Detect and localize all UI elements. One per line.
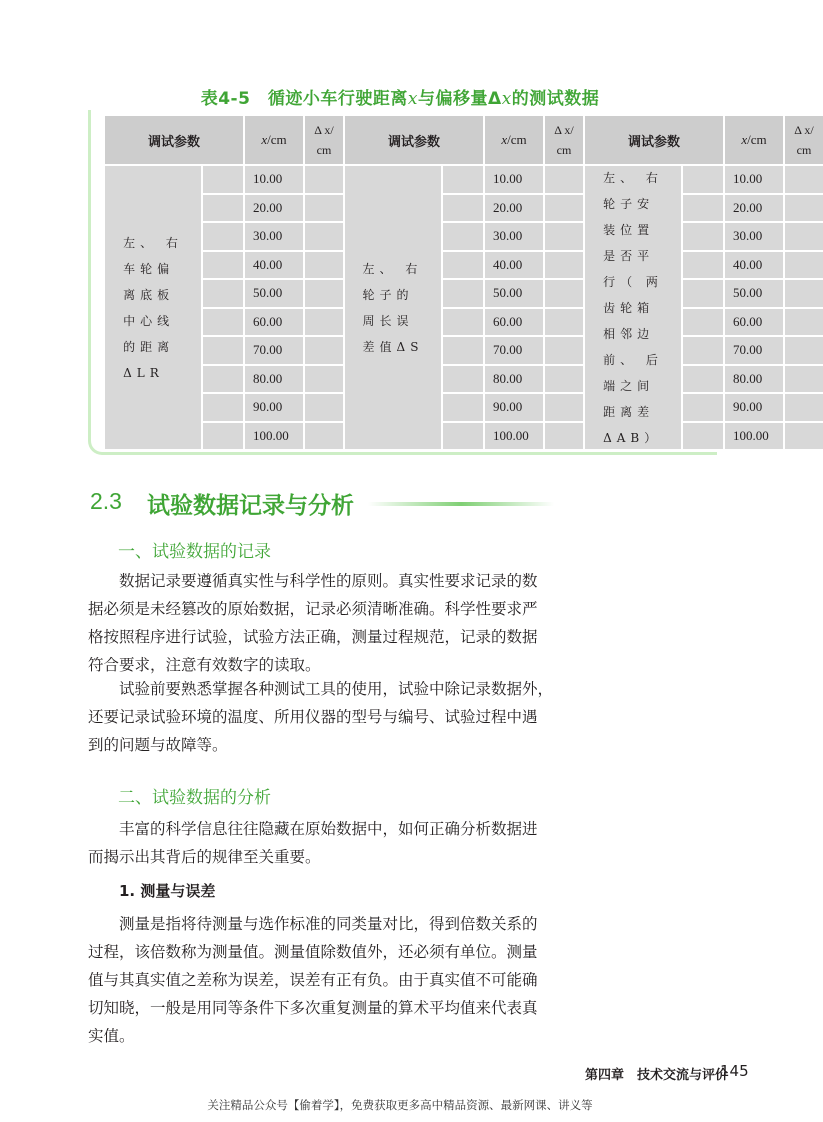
blank-cell xyxy=(203,252,243,279)
text-line: 测量是指将待测量与选作标准的同类量对比，得到倍数关系的 xyxy=(119,915,538,933)
delta-x-empty-cell xyxy=(305,166,343,193)
blank-cell xyxy=(683,394,723,421)
blank-cell xyxy=(443,337,483,364)
x-value: 80.00 xyxy=(253,370,283,386)
header-param-label: 调试参数 xyxy=(627,134,680,150)
header-dx-bottom: cm xyxy=(316,143,332,157)
x-value-cell xyxy=(245,166,303,193)
blank-cell xyxy=(683,309,723,336)
header-x-var: x xyxy=(501,132,508,147)
blank-cell xyxy=(203,309,243,336)
delta-x-empty-cell xyxy=(785,252,823,279)
blank-cell xyxy=(203,337,243,364)
x-value: 50.00 xyxy=(493,285,523,301)
blank-cell xyxy=(443,309,483,336)
subsection-title-record: 一、试验数据的记录 xyxy=(118,542,271,562)
header-dx-top: Δ x/ xyxy=(554,123,574,137)
delta-x-empty-cell xyxy=(545,195,583,222)
text-line: 试验前要熟悉掌握各种测试工具的使用，试验中除记录数据外， xyxy=(119,680,554,698)
param-label-line: ΔAB） xyxy=(603,430,662,445)
x-value: 30.00 xyxy=(493,228,523,244)
text-line: 到的问题与故障等。 xyxy=(88,736,228,754)
blank-cell xyxy=(203,166,243,193)
delta-x-empty-cell xyxy=(305,280,343,307)
caption-var-x: x xyxy=(407,89,419,109)
blank-cell xyxy=(683,166,723,193)
delta-x-empty-cell xyxy=(545,366,583,393)
blank-cell xyxy=(683,223,723,250)
delta-x-empty-cell xyxy=(305,366,343,393)
delta-x-empty-cell xyxy=(305,252,343,279)
param-label-text xyxy=(603,165,663,451)
blank-cell xyxy=(683,280,723,307)
caption-prefix: 表4-5 循迹小车行驶距离 xyxy=(200,89,408,109)
x-value-cell xyxy=(485,423,543,450)
footer-chapter: 第四章 技术交流与评价 xyxy=(585,1068,729,1083)
param-label-2 xyxy=(345,166,441,449)
heading-measurement-error: 1. 测量与误差 xyxy=(119,882,216,900)
text-line: 值与其真实值之差称为误差，误差有正有负。由于真实值不可能确 xyxy=(88,971,538,989)
param-label-text xyxy=(363,256,424,360)
blank-cell xyxy=(443,195,483,222)
blank-cell xyxy=(443,166,483,193)
header-x-cm xyxy=(245,116,303,164)
param-label-line: 行（ 两 xyxy=(603,274,663,289)
param-label-line: 周长误 xyxy=(362,313,414,328)
blank-cell xyxy=(443,223,483,250)
blank-cell xyxy=(683,366,723,393)
delta-x-empty-cell xyxy=(785,280,823,307)
text-line: 符合要求，注意有效数字的读取。 xyxy=(88,656,321,674)
x-value-cell xyxy=(725,252,783,279)
blank-cell xyxy=(203,280,243,307)
param-label-line: 左、 右 xyxy=(123,235,183,250)
x-value: 30.00 xyxy=(733,228,763,244)
footer-notice: 关注精品公众号【偷着学】，免费获取更多高中精品资源、最新网课、讲义等 xyxy=(207,1098,593,1112)
header-x-cm xyxy=(485,116,543,164)
x-value: 10.00 xyxy=(253,171,283,187)
subsection-title-analysis: 二、试验数据的分析 xyxy=(118,788,271,808)
x-value-cell xyxy=(245,309,303,336)
x-value-cell xyxy=(485,337,543,364)
section-title: 试验数据记录与分析 xyxy=(147,493,354,519)
blank-cell xyxy=(203,195,243,222)
header-x-var: x xyxy=(741,132,748,147)
text-line: 实值。 xyxy=(88,1027,135,1045)
delta-x-empty-cell xyxy=(305,309,343,336)
x-value: 60.00 xyxy=(253,313,283,329)
x-value-cell xyxy=(245,366,303,393)
param-label-line: 差值ΔS xyxy=(362,339,424,354)
delta-x-empty-cell xyxy=(785,394,823,421)
delta-x-empty-cell xyxy=(305,337,343,364)
x-value-cell xyxy=(485,394,543,421)
x-value: 10.00 xyxy=(493,171,523,187)
x-value-cell xyxy=(725,423,783,450)
header-param xyxy=(105,116,243,164)
x-value: 70.00 xyxy=(493,342,523,358)
text-line: 切知晓，一般是用同等条件下多次重复测量的算术平均值来代表真 xyxy=(88,999,538,1017)
delta-x-empty-cell xyxy=(305,223,343,250)
text-line: 丰富的科学信息往往隐藏在原始数据中，如何正确分析数据进 xyxy=(119,820,538,838)
x-value: 20.00 xyxy=(493,199,523,215)
param-label-3 xyxy=(585,166,681,449)
x-value-cell xyxy=(485,166,543,193)
x-value-cell xyxy=(725,166,783,193)
x-value-cell xyxy=(485,280,543,307)
x-value-cell xyxy=(485,309,543,336)
x-value-cell xyxy=(245,337,303,364)
delta-x-empty-cell xyxy=(305,195,343,222)
header-x-unit: /cm xyxy=(747,132,767,147)
header-x-var: x xyxy=(261,132,268,147)
param-label-line: ΔLR xyxy=(123,365,164,380)
x-value-cell xyxy=(245,280,303,307)
paragraph-record-1 xyxy=(88,567,540,679)
delta-x-empty-cell xyxy=(305,394,343,421)
x-value: 20.00 xyxy=(253,199,283,215)
x-value: 70.00 xyxy=(733,342,763,358)
text-line: 格按照程序进行试验，试验方法正确，测量过程规范，记录的数据 xyxy=(88,628,538,646)
delta-x-empty-cell xyxy=(545,166,583,193)
blank-cell xyxy=(443,280,483,307)
delta-x-empty-cell xyxy=(785,166,823,193)
blank-cell xyxy=(443,252,483,279)
delta-x-empty-cell xyxy=(785,423,823,450)
section-number: 2.3 xyxy=(90,488,122,514)
x-value-cell xyxy=(725,337,783,364)
param-label-line: 齿轮箱 xyxy=(603,300,655,315)
param-label-line: 装位置 xyxy=(603,222,655,237)
delta-x-empty-cell xyxy=(545,337,583,364)
x-value: 80.00 xyxy=(733,370,763,386)
delta-x-empty-cell xyxy=(785,309,823,336)
section-decor-bar xyxy=(368,502,554,506)
header-param xyxy=(345,116,483,164)
x-value: 40.00 xyxy=(253,256,283,272)
x-value: 40.00 xyxy=(493,256,523,272)
blank-cell xyxy=(683,195,723,222)
delta-x-empty-cell xyxy=(785,337,823,364)
delta-x-empty-cell xyxy=(785,366,823,393)
param-label-line: 中心线 xyxy=(123,313,175,328)
delta-x-empty-cell xyxy=(545,252,583,279)
blank-cell xyxy=(203,394,243,421)
x-value: 50.00 xyxy=(253,285,283,301)
blank-cell xyxy=(443,394,483,421)
header-x-unit: /cm xyxy=(267,132,287,147)
header-dx-bottom: cm xyxy=(796,143,812,157)
param-label-line: 轮子安 xyxy=(603,196,655,211)
param-label-line: 轮子的 xyxy=(362,287,414,302)
header-x-cm xyxy=(725,116,783,164)
x-value: 100.00 xyxy=(493,427,529,443)
x-value-cell xyxy=(245,423,303,450)
delta-x-empty-cell xyxy=(305,423,343,450)
blank-cell xyxy=(443,366,483,393)
x-value-cell xyxy=(485,366,543,393)
param-label-line: 的距离 xyxy=(123,339,175,354)
x-value-cell xyxy=(245,223,303,250)
x-value-cell xyxy=(725,394,783,421)
header-dx-top: Δ x/ xyxy=(794,123,814,137)
caption-suffix: 的测试数据 xyxy=(511,89,600,109)
x-value: 70.00 xyxy=(253,342,283,358)
delta-x-empty-cell xyxy=(545,223,583,250)
param-label-line: 前、 后 xyxy=(603,352,663,367)
header-dx-top: Δ x/ xyxy=(314,123,334,137)
delta-x-empty-cell xyxy=(545,394,583,421)
x-value: 40.00 xyxy=(733,256,763,272)
header-delta-x xyxy=(785,116,823,164)
x-value: 90.00 xyxy=(493,399,523,415)
x-value-cell xyxy=(725,195,783,222)
header-dx-bottom: cm xyxy=(556,143,572,157)
data-table xyxy=(105,116,814,445)
x-value-cell xyxy=(485,195,543,222)
page-number: 145 xyxy=(720,1062,749,1080)
x-value-cell xyxy=(725,309,783,336)
header-delta-x xyxy=(305,116,343,164)
text-line: 据必须是未经篡改的原始数据，记录必须清晰准确。科学性要求严 xyxy=(88,600,538,618)
text-line: 过程，该倍数称为测量值。测量值除数值外，还必须有单位。测量 xyxy=(88,943,538,961)
param-label-line: 车轮偏 xyxy=(123,261,175,276)
x-value: 100.00 xyxy=(253,427,289,443)
x-value: 90.00 xyxy=(733,399,763,415)
x-value: 60.00 xyxy=(493,313,523,329)
blank-cell xyxy=(683,423,723,450)
header-param-label: 调试参数 xyxy=(147,134,200,150)
param-label-text xyxy=(123,230,183,386)
x-value: 20.00 xyxy=(733,199,763,215)
blank-cell xyxy=(203,223,243,250)
blank-cell xyxy=(203,423,243,450)
param-label-1 xyxy=(105,166,201,449)
header-delta-x xyxy=(545,116,583,164)
x-value: 30.00 xyxy=(253,228,283,244)
param-label-line: 相邻边 xyxy=(603,326,655,341)
x-value-cell xyxy=(725,366,783,393)
delta-x-empty-cell xyxy=(545,309,583,336)
param-label-line: 是否平 xyxy=(603,248,655,263)
param-label-line: 左、 右 xyxy=(603,170,663,185)
text-line: 数据记录要遵循真实性与科学性的原则。真实性要求记录的数 xyxy=(119,572,538,590)
x-value-cell xyxy=(245,394,303,421)
delta-x-empty-cell xyxy=(785,223,823,250)
header-param-label: 调试参数 xyxy=(387,134,440,150)
blank-cell xyxy=(203,366,243,393)
x-value: 90.00 xyxy=(253,399,283,415)
text-line: 而揭示出其背后的规律至关重要。 xyxy=(88,848,321,866)
x-value-cell xyxy=(245,195,303,222)
blank-cell xyxy=(683,337,723,364)
param-label-line: 左、 右 xyxy=(362,261,423,276)
x-value-cell xyxy=(245,252,303,279)
x-value-cell xyxy=(485,223,543,250)
header-x-unit: /cm xyxy=(507,132,527,147)
blank-cell xyxy=(443,423,483,450)
paragraph-analysis-1 xyxy=(88,815,540,871)
header-param xyxy=(585,116,723,164)
param-label-line: 距离差 xyxy=(603,404,655,419)
x-value: 80.00 xyxy=(493,370,523,386)
param-label-line: 离底板 xyxy=(123,287,175,302)
delta-x-empty-cell xyxy=(545,280,583,307)
delta-x-empty-cell xyxy=(545,423,583,450)
x-value: 10.00 xyxy=(733,171,763,187)
delta-x-empty-cell xyxy=(785,195,823,222)
caption-mid: 与偏移量Δ xyxy=(418,89,502,109)
x-value-cell xyxy=(725,223,783,250)
x-value-cell xyxy=(725,280,783,307)
paragraph-record-2 xyxy=(88,675,554,759)
caption-var-dx: x xyxy=(501,89,512,109)
x-value-cell xyxy=(485,252,543,279)
paragraph-analysis-2 xyxy=(88,910,540,1050)
blank-cell xyxy=(683,252,723,279)
x-value: 60.00 xyxy=(733,313,763,329)
text-line: 还要记录试验环境的温度、所用仪器的型号与编号、试验过程中遇 xyxy=(88,708,538,726)
x-value: 100.00 xyxy=(733,427,769,443)
table-caption xyxy=(0,84,800,109)
param-label-line: 端之间 xyxy=(603,378,655,393)
x-value: 50.00 xyxy=(733,285,763,301)
